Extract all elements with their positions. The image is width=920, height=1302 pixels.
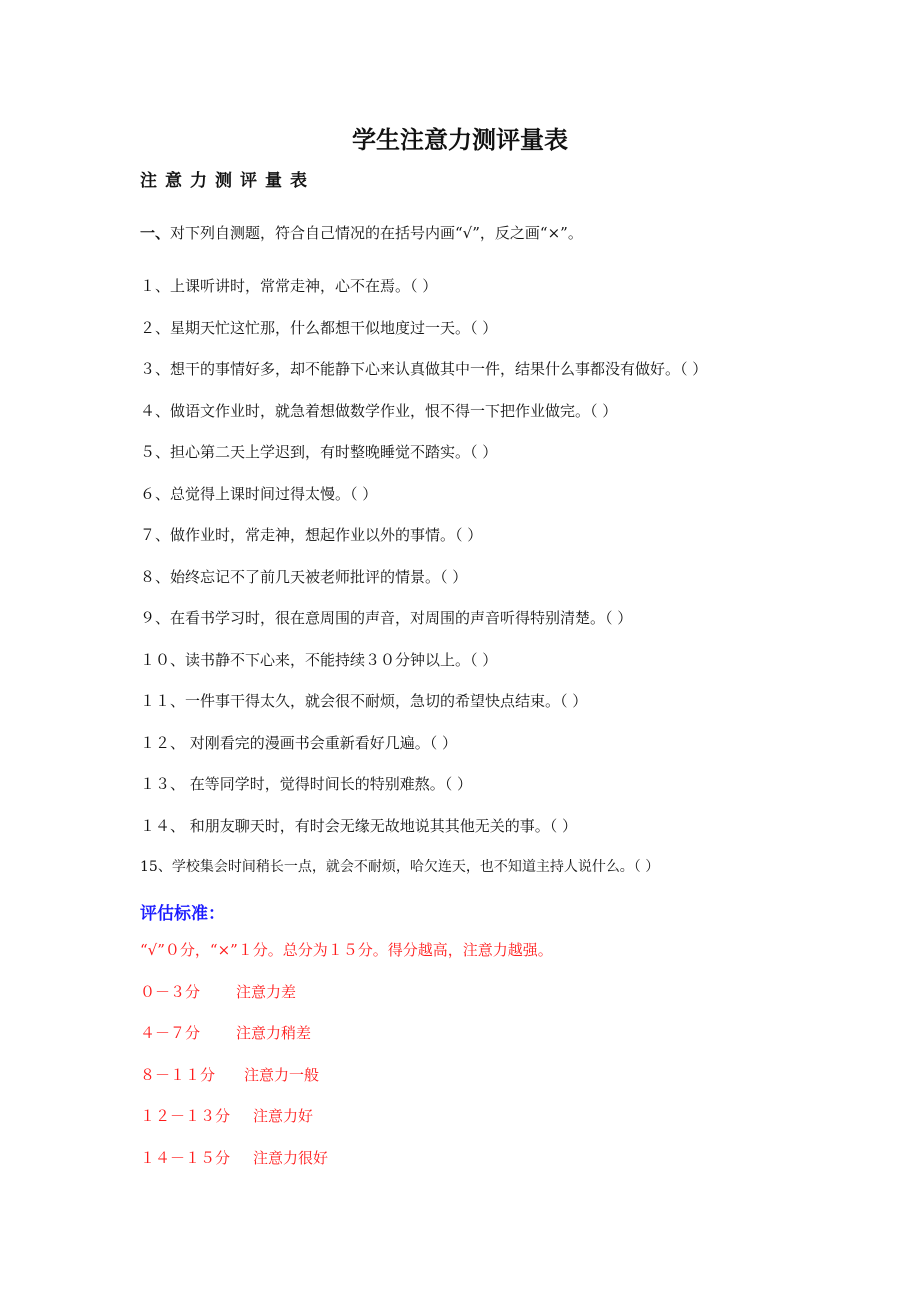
document-subtitle: 注意力测评量表 <box>140 171 315 191</box>
question-item: １１、一件事干得太久，就会很不耐烦，急切的希望快点结束。（ ） <box>140 692 588 710</box>
level-label: 注意力好 <box>253 1107 314 1125</box>
document-title: 学生注意力测评量表 <box>352 126 568 154</box>
level-row <box>140 982 553 1024</box>
evaluation-heading: 评估标准： <box>140 904 225 924</box>
question-item: ８、始终忘记不了前几天被老师批评的情景。（ ） <box>140 567 468 586</box>
level-label: 注意力差 <box>236 982 297 1001</box>
question-item: ４、做语文作业时，就急着想做数学作业，恨不得一下把作业做完。（ ） <box>140 401 618 420</box>
level-row <box>140 1065 553 1107</box>
level-row <box>140 1106 553 1148</box>
question-item: 15、学校集会时间稍长一点，就会不耐烦，哈欠连天，也不知道主持人说什么。（ ） <box>140 859 660 875</box>
question-item: １０、读书静不下心来，不能持续３０分钟以上。（ ） <box>140 650 498 669</box>
question-item: １３、 在等同学时，觉得时间长的特别难熬。（ ） <box>140 775 473 793</box>
instruction <box>140 222 583 243</box>
level-row <box>140 1148 553 1190</box>
question-item: １４、 和朋友聊天时，有时会无缘无故地说其其他无关的事。（ ） <box>140 816 578 835</box>
level-label: 注意力很好 <box>253 1148 329 1167</box>
level-label: 注意力一般 <box>244 1065 320 1084</box>
question-list <box>140 276 707 899</box>
question-item: ６、总觉得上课时间过得太慢。（ ） <box>140 484 378 503</box>
level-row <box>140 1023 553 1065</box>
question-item: ７、做作业时，常走神，想起作业以外的事情。（ ） <box>140 526 483 544</box>
question-item: １２、 对刚看完的漫画书会重新看好几遍。（ ） <box>140 733 458 752</box>
question-item: ２、星期天忙这忙那，什么都想干似地度过一天。（ ） <box>140 318 498 337</box>
level-range: １２－１３分 <box>140 1107 231 1125</box>
question-item: ９、在看书学习时，很在意周围的声音，对周围的声音听得特别清楚。（ ） <box>140 609 633 627</box>
question-item: ５、担心第二天上学迟到，有时整晚睡觉不踏实。（ ） <box>140 443 498 461</box>
evaluation-criteria <box>140 940 553 1189</box>
level-label: 注意力稍差 <box>236 1024 312 1042</box>
level-range: ８－１１分 <box>140 1065 216 1084</box>
scoring-rule: “√”０分，“×”１分。总分为１５分。得分越高，注意力越强。 <box>140 941 553 959</box>
question-item: １、上课听讲时，常常走神，心不在焉。（ ） <box>140 277 438 295</box>
instruction-prefix: 一、 <box>140 224 171 242</box>
question-item: ３、想干的事情好多，却不能静下心来认真做其中一件，结果什么事都没有做好。（ ） <box>140 360 708 378</box>
instruction-text: 对下列自测题，符合自己情况的在括号内画“√”，反之画“×”。 <box>170 224 583 242</box>
level-range: ０－３分 <box>140 982 201 1001</box>
level-range: １４－１５分 <box>140 1148 231 1167</box>
level-range: ４－７分 <box>140 1024 201 1042</box>
